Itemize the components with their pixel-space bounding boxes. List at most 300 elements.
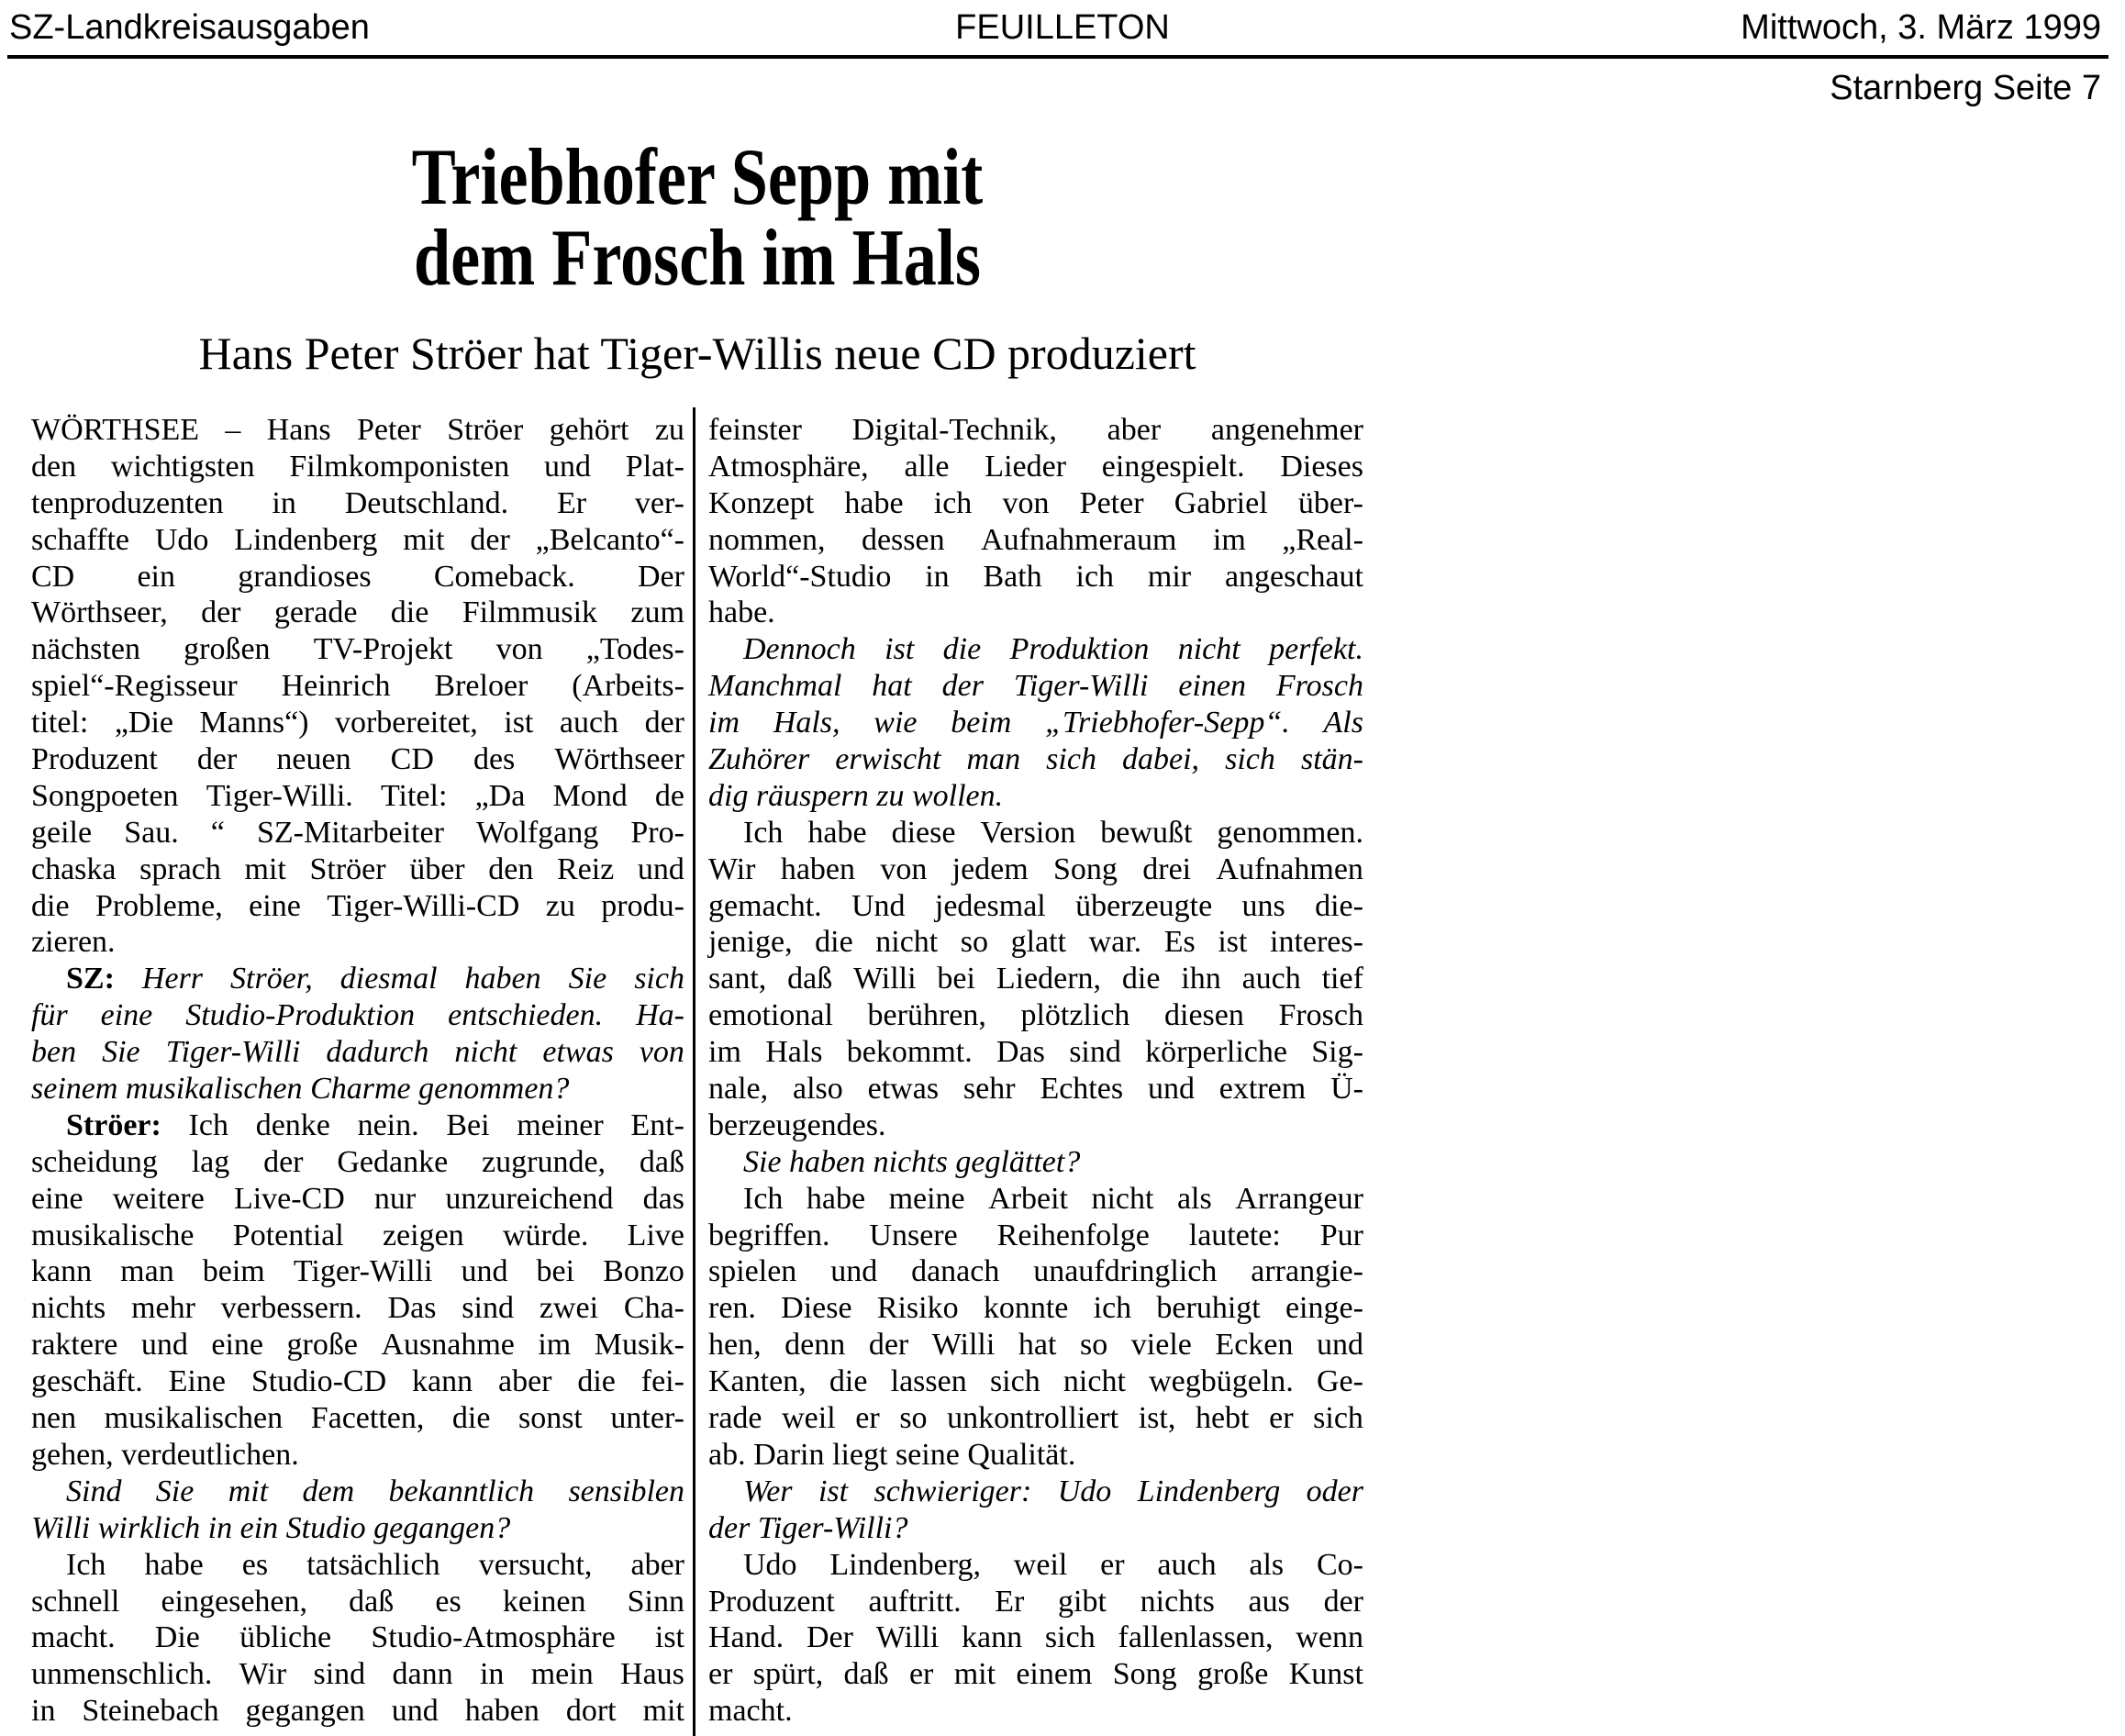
article-word: Eine xyxy=(168,1364,226,1399)
article-word: eingesehen, xyxy=(161,1584,307,1619)
article-word: Manchmal xyxy=(708,669,842,704)
article-word: auch xyxy=(1157,1547,1217,1582)
article-line xyxy=(708,449,1363,485)
article-word: Probleme, xyxy=(95,888,223,923)
article-word: unaufdringlich xyxy=(1033,1254,1218,1289)
article-word: ist xyxy=(654,1620,684,1655)
article-line xyxy=(31,412,684,449)
article-word: alle xyxy=(904,449,950,484)
article-word: eine xyxy=(211,1328,264,1363)
article-word: hat xyxy=(872,669,912,704)
article-word: Frosch xyxy=(1275,669,1363,704)
article-word: Als xyxy=(1323,706,1363,740)
article-line xyxy=(31,1290,684,1327)
article-word: im xyxy=(1212,522,1246,557)
article-word: Bath xyxy=(983,559,1042,594)
article-word: Studio-Atmosphäre xyxy=(371,1620,616,1655)
article-word: gehen, xyxy=(31,1437,114,1472)
article-word: für xyxy=(31,998,68,1033)
article-word: „Todes- xyxy=(585,632,684,667)
article-word: Wörthseer, xyxy=(31,595,168,630)
article-word: lautete: xyxy=(1188,1218,1281,1252)
article-word: ist xyxy=(1218,925,1248,960)
article-line xyxy=(31,741,684,778)
article-word: erwischt xyxy=(835,742,941,777)
article-word: er xyxy=(708,1657,733,1692)
article-word: habe xyxy=(844,485,904,520)
article-word: Aufnahmen xyxy=(1216,851,1363,886)
article-word: berzeugendes. xyxy=(708,1107,886,1142)
article-line xyxy=(31,1107,684,1144)
article-word: Frosch xyxy=(1278,998,1363,1033)
article-word: als xyxy=(1176,1181,1212,1216)
article-word: denke xyxy=(255,1107,330,1142)
article-word: und xyxy=(461,1254,508,1289)
article-word: nicht xyxy=(1062,1364,1126,1399)
article-line xyxy=(708,559,1363,595)
article-word: Ströer xyxy=(447,413,524,447)
article-word: Peter xyxy=(1079,485,1144,520)
article-line xyxy=(31,595,684,631)
article-word: ist xyxy=(884,632,915,667)
article-word: haben xyxy=(464,962,541,996)
article-word: Es xyxy=(1163,925,1196,960)
article-word: Willi xyxy=(853,962,917,996)
article-word: geschäft. xyxy=(31,1364,143,1399)
article-word: er xyxy=(1100,1547,1125,1582)
article-word: mit xyxy=(244,851,286,886)
article-word: unkontrolliert xyxy=(947,1401,1119,1436)
article-line xyxy=(708,888,1363,925)
article-word: eingespielt. xyxy=(1101,449,1245,484)
article-word: jedem xyxy=(951,851,1029,886)
article-word: großen xyxy=(184,632,271,667)
edition-label: SZ-Landkreisausgaben xyxy=(9,8,370,47)
article-word: mit xyxy=(228,1474,269,1508)
article-word: Ü- xyxy=(1330,1072,1363,1107)
article-word: bei xyxy=(937,962,975,996)
article-line xyxy=(708,412,1363,449)
article-word: verbessern. xyxy=(220,1291,362,1326)
article-word: die xyxy=(390,595,429,630)
article-word: ist xyxy=(504,706,534,740)
article-word: Ha- xyxy=(636,998,684,1033)
article-word: in xyxy=(272,485,296,520)
article-word: haben xyxy=(464,1694,540,1729)
article-word: nicht xyxy=(875,925,939,960)
article-word: emotional xyxy=(708,998,833,1033)
article-word: sich xyxy=(1225,742,1275,777)
article-word: Zuhörer xyxy=(708,742,810,777)
article-word: Willi xyxy=(931,1328,996,1363)
article-word: ver- xyxy=(634,485,684,520)
article-line xyxy=(31,1144,684,1181)
article-word: der xyxy=(201,595,241,630)
article-line xyxy=(31,1510,684,1547)
article-word: einge- xyxy=(1285,1291,1363,1326)
article-word: Song xyxy=(1112,1657,1177,1692)
article-word: raktere xyxy=(31,1328,118,1363)
article-word: feinster xyxy=(708,413,802,447)
article-line xyxy=(31,1034,684,1071)
article-word: Echtes xyxy=(1040,1072,1124,1107)
article-word: so xyxy=(899,1401,928,1436)
article-word: Ströer, xyxy=(230,962,313,996)
article-word: Das xyxy=(387,1291,437,1326)
article-word: die xyxy=(829,1364,868,1399)
article-word: Das xyxy=(996,1035,1045,1070)
article-word: über- xyxy=(1297,485,1363,520)
issue-date: Mittwoch, 3. März 1999 xyxy=(1741,8,2101,47)
article-word: und xyxy=(391,1694,439,1729)
article-headline xyxy=(151,133,1244,303)
article-line xyxy=(708,668,1363,705)
article-word: Gedanke xyxy=(337,1144,449,1179)
article-word: glatt xyxy=(1010,925,1067,960)
article-word: Udo xyxy=(1057,1474,1112,1508)
article-line xyxy=(31,705,684,741)
article-word: verdeutlichen. xyxy=(121,1437,299,1472)
article-word: mir xyxy=(1147,559,1192,594)
article-word: zeigen xyxy=(382,1218,464,1252)
article-word: zu xyxy=(545,888,575,923)
article-word: „Triebhofer-Sepp“. xyxy=(1045,706,1290,740)
article-line xyxy=(31,1181,684,1218)
article-word: Filmmusik xyxy=(462,595,598,630)
article-line xyxy=(708,631,1363,668)
article-word: als xyxy=(1249,1547,1285,1582)
article-word: sensiblen xyxy=(568,1474,684,1508)
article-word: wichtigsten xyxy=(110,449,255,484)
article-word: Gabriel xyxy=(1174,485,1268,520)
article-line xyxy=(708,815,1363,851)
article-line xyxy=(708,485,1363,522)
article-word: Filmkomponisten xyxy=(289,449,510,484)
article-word: die xyxy=(942,632,982,667)
article-word: Atmosphäre, xyxy=(708,449,869,484)
article-line xyxy=(708,1071,1363,1107)
article-word: musikalischen xyxy=(104,1401,284,1436)
article-word: begriffen. xyxy=(708,1218,830,1252)
article-word: die xyxy=(815,925,853,960)
article-line xyxy=(31,1437,684,1474)
article-word: viele xyxy=(1130,1328,1192,1363)
article-word: in xyxy=(207,1510,233,1545)
article-word: das xyxy=(642,1181,684,1216)
article-word: Produzent xyxy=(708,1584,835,1619)
article-word: Willi xyxy=(31,1510,91,1545)
article-word: daß xyxy=(787,962,833,996)
article-line xyxy=(708,1144,1363,1181)
article-word: Tiger-Willi xyxy=(1013,669,1149,704)
article-word: Qualität. xyxy=(967,1437,1076,1472)
article-word: über xyxy=(409,851,465,886)
article-word: danach xyxy=(911,1254,1000,1289)
article-word: wollen. xyxy=(911,778,1004,813)
article-word: produ- xyxy=(601,888,684,923)
article-line xyxy=(31,1327,684,1363)
article-word: Ich xyxy=(743,815,784,850)
article-word: so xyxy=(960,925,989,960)
article-line xyxy=(31,1656,684,1693)
article-word: weitere xyxy=(112,1181,205,1216)
article-line xyxy=(31,485,684,522)
article-word: plötzlich xyxy=(1020,998,1130,1033)
article-word: eine xyxy=(31,1181,83,1216)
article-word: Konzept xyxy=(708,485,815,520)
article-word: „Da xyxy=(474,778,526,813)
article-word: nicht xyxy=(1177,632,1241,667)
article-word: arrangie- xyxy=(1251,1254,1363,1289)
article-word: gehört xyxy=(549,413,629,447)
article-word: etwas xyxy=(867,1072,940,1107)
article-word: und xyxy=(637,851,684,886)
article-word: überzeugte xyxy=(1075,888,1213,923)
article-line xyxy=(708,1107,1363,1144)
article-line xyxy=(708,1327,1363,1363)
article-line xyxy=(708,1363,1363,1400)
article-line xyxy=(31,522,684,559)
article-word: der xyxy=(868,1328,909,1363)
article-word: bekanntlich xyxy=(388,1474,535,1508)
article-word: Liedern, xyxy=(996,962,1102,996)
article-line xyxy=(31,1253,684,1290)
article-word: Lindenberg xyxy=(1137,1474,1281,1508)
article-word: dig xyxy=(708,778,749,813)
article-word: räuspern xyxy=(755,778,869,813)
article-word: von xyxy=(639,1035,684,1070)
article-word: Diese xyxy=(781,1291,852,1326)
article-word: Tiger-Willi xyxy=(165,1035,301,1070)
article-word: Er xyxy=(556,485,587,520)
article-line xyxy=(708,522,1363,559)
article-word: Sinn xyxy=(627,1584,684,1619)
article-word: und xyxy=(830,1254,878,1289)
article-word: tatsächlich xyxy=(306,1547,440,1582)
article-word: dem xyxy=(302,1474,355,1508)
article-word: geile xyxy=(31,815,93,850)
article-word: große xyxy=(1196,1657,1269,1692)
article-word: haben xyxy=(789,1144,866,1179)
article-word: Lindenberg xyxy=(234,522,378,557)
article-word: World“-Studio xyxy=(708,559,892,594)
article-word: in xyxy=(31,1694,56,1729)
article-line xyxy=(708,778,1363,815)
article-word: aber xyxy=(497,1364,552,1399)
article-word: nein. xyxy=(357,1107,419,1142)
article-word: sonst xyxy=(517,1401,583,1436)
article-word: Live-CD xyxy=(233,1181,345,1216)
article-line xyxy=(31,559,684,595)
article-word: gemacht. xyxy=(708,888,822,923)
article-word: Haus xyxy=(620,1657,684,1692)
article-word: Version xyxy=(980,815,1076,850)
article-word: er xyxy=(855,1401,880,1436)
article-word: dort xyxy=(565,1694,617,1729)
article-line xyxy=(31,1474,684,1510)
article-word: die xyxy=(577,1364,616,1399)
article-word: hen, xyxy=(708,1328,762,1363)
article-word: zwei xyxy=(539,1291,599,1326)
article-line xyxy=(708,997,1363,1034)
article-word: eine xyxy=(100,998,153,1033)
section-title: FEUILLETON xyxy=(955,8,1170,47)
article-line xyxy=(31,449,684,485)
article-word: sant, xyxy=(708,962,767,996)
article-line xyxy=(708,924,1363,961)
article-word: wenn xyxy=(1296,1620,1363,1655)
article-word: nichts xyxy=(1140,1584,1215,1619)
article-word: es xyxy=(435,1584,462,1619)
article-word: zugrunde, xyxy=(482,1144,606,1179)
article-word: – xyxy=(225,413,241,447)
article-word: Co- xyxy=(1316,1547,1363,1582)
article-word: Ströer: xyxy=(66,1107,161,1142)
article-word: CD xyxy=(31,559,75,594)
article-line xyxy=(31,668,684,705)
article-word: versucht, xyxy=(478,1547,593,1582)
article-word: zu xyxy=(654,413,684,447)
article-word: diesmal xyxy=(339,962,438,996)
article-word: also xyxy=(793,1072,843,1107)
article-word: meine xyxy=(888,1181,965,1216)
article-line xyxy=(708,1656,1363,1693)
article-word: meiner xyxy=(517,1107,604,1142)
article-line xyxy=(708,1584,1363,1620)
article-word: der xyxy=(644,706,684,740)
article-line xyxy=(31,888,684,925)
article-line xyxy=(31,1071,684,1107)
article-word: Produzent xyxy=(31,742,158,777)
article-line xyxy=(708,1290,1363,1327)
article-word: Wolfgang xyxy=(476,815,599,850)
article-word: Ströer xyxy=(309,851,386,886)
article-word: Ich xyxy=(188,1107,228,1142)
article-word: gegangen xyxy=(245,1694,365,1729)
article-word: sind xyxy=(1069,1035,1121,1070)
article-word: von xyxy=(495,632,543,667)
article-word: sich xyxy=(1044,1620,1096,1655)
article-word: nommen, xyxy=(708,522,826,557)
article-word: Song xyxy=(1053,851,1118,886)
article-word: nicht xyxy=(454,1035,517,1070)
article-word: Hand. xyxy=(708,1620,784,1655)
article-word: einem xyxy=(1016,1657,1093,1692)
article-word: angeschaut xyxy=(1224,559,1363,594)
article-word: bekommt. xyxy=(846,1035,973,1070)
article-word: Er xyxy=(995,1584,1025,1619)
article-word: Digital-Technik, xyxy=(851,413,1057,447)
article-word: SZ-Mitarbeiter xyxy=(257,815,444,850)
article-line xyxy=(31,1619,684,1656)
article-line xyxy=(708,1474,1363,1510)
article-word: liegt xyxy=(832,1437,888,1472)
article-word: weil xyxy=(782,1401,836,1436)
article-word: kann xyxy=(31,1254,93,1289)
article-line xyxy=(31,851,684,888)
article-word: berühren, xyxy=(867,998,986,1033)
article-line xyxy=(31,778,684,815)
article-word: habe xyxy=(144,1547,204,1582)
page-info: Starnberg Seite 7 xyxy=(1830,69,2101,107)
article-word: sich xyxy=(989,1364,1040,1399)
article-word: ich xyxy=(1075,559,1115,594)
article-word: Plat- xyxy=(625,449,684,484)
article-word: hebt xyxy=(1195,1401,1250,1436)
article-word: gibt xyxy=(1058,1584,1107,1619)
article-word: Ent- xyxy=(630,1107,684,1142)
article-word: dann xyxy=(392,1657,453,1692)
article-line xyxy=(31,961,684,997)
article-word: aus xyxy=(1248,1584,1290,1619)
article-word: der xyxy=(1323,1584,1363,1619)
article-word: Wir xyxy=(239,1657,287,1692)
article-line xyxy=(708,1218,1363,1254)
article-word: sind xyxy=(313,1657,366,1692)
article-word: Charme xyxy=(310,1072,411,1107)
article-word: uns xyxy=(1241,888,1285,923)
article-word: Wer xyxy=(743,1474,793,1508)
article-word: Unsere xyxy=(869,1218,958,1252)
article-word: nicht xyxy=(1091,1181,1154,1216)
article-subhead: Hans Peter Ströer hat Tiger-Willis neue CD produziert xyxy=(198,328,1196,379)
article-word: und xyxy=(1316,1328,1363,1363)
article-word: „Real- xyxy=(1282,522,1363,557)
article-word: chaska xyxy=(31,851,117,886)
article-word: WÖRTHSEE xyxy=(31,413,200,447)
article-word: wie xyxy=(873,706,918,740)
article-word: “ xyxy=(210,815,225,850)
article-word: kann xyxy=(412,1364,473,1399)
article-line xyxy=(31,631,684,668)
article-line xyxy=(31,997,684,1034)
article-word: diesen xyxy=(1164,998,1244,1033)
article-word: Pur xyxy=(1319,1218,1363,1252)
article-word: Potential xyxy=(232,1218,344,1252)
article-word: und xyxy=(140,1328,188,1363)
article-word: man xyxy=(966,742,1021,777)
article-word: Ich xyxy=(743,1181,784,1216)
article-word: schwieriger: xyxy=(873,1474,1032,1508)
article-word: hat xyxy=(1018,1328,1057,1363)
article-word: Ecken xyxy=(1215,1328,1294,1363)
article-word: unmenschlich. xyxy=(31,1657,213,1692)
article-word: der xyxy=(196,742,238,777)
article-word: Ausnahme xyxy=(381,1328,515,1363)
article-word: Peter xyxy=(356,413,421,447)
article-word: nichts xyxy=(31,1291,106,1326)
article-word: macht. xyxy=(708,1694,793,1729)
article-word: „Die xyxy=(114,706,174,740)
article-line xyxy=(708,1400,1363,1437)
article-word: unter- xyxy=(610,1401,684,1436)
article-word: Mond xyxy=(552,778,628,813)
article-word: interes- xyxy=(1270,925,1363,960)
article-word: jenige, xyxy=(708,925,793,960)
article-word: drei xyxy=(1142,851,1192,886)
article-word: nur xyxy=(373,1181,417,1216)
article-word: seine xyxy=(895,1437,960,1472)
article-word: Tiger-Willi-CD xyxy=(327,888,520,923)
article-word: Herr xyxy=(141,962,204,996)
article-word: Sie xyxy=(102,1035,140,1070)
article-word: entschieden. xyxy=(448,998,604,1033)
article-word: Produktion xyxy=(1009,632,1150,667)
article-word: stän- xyxy=(1300,742,1363,777)
article-word: zieren. xyxy=(31,925,116,960)
article-word: Sind xyxy=(66,1474,122,1508)
article-word: körperliche xyxy=(1145,1035,1287,1070)
